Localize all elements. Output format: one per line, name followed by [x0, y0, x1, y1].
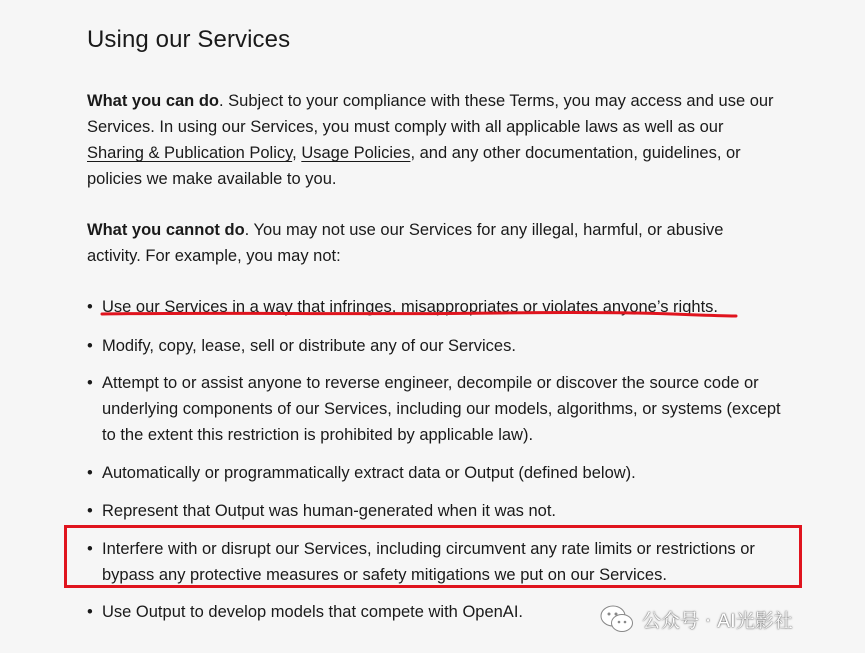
underline-stroke [102, 312, 736, 316]
red-underline-annotation [100, 306, 740, 322]
bullet-marker: • [87, 502, 93, 520]
bullet-marker: • [87, 337, 93, 355]
bullet-marker: • [87, 540, 93, 558]
watermark-text: 公众号 · AI光影社 [642, 609, 793, 632]
what-you-cannot-do-text: . You may not use our Services for any illegal, harmful, or abusive activity. For example, you may not: [87, 221, 724, 265]
bullet-marker: • [87, 603, 93, 621]
list-item-text: Modify, copy, lease, sell or distribute any of our Services. [102, 337, 516, 355]
what-you-cannot-do-paragraph [87, 217, 777, 269]
section-title: Using our Services [87, 26, 291, 53]
list-item-text: Interfere with or disrupt our Services, including circumvent any rate limits or restrictions or bypass any protective measures or safety mitigations we put on our Services. [102, 540, 755, 584]
list-item-text: Attempt to or assist anyone to reverse engineer, decompile or discover the source code or underlying components of our Services, including our models, algorithms, or systems (except to the extent this restriction is prohibited by applicable law). [102, 374, 781, 444]
bullet-marker: • [87, 464, 93, 482]
list-item-text: Use Output to develop models that compete with OpenAI. [102, 603, 523, 621]
red-box-annotation [64, 525, 802, 588]
what-you-can-do-text-end: , and any other documentation, guidelines, or policies we make available to you. [87, 144, 741, 188]
bullet-marker: • [87, 374, 93, 392]
what-you-can-do-text: . Subject to your compliance with these Terms, you may access and use our Services. In using our Services, you must comply with all applicable laws as well as our [87, 92, 774, 136]
wechat-icon [600, 604, 634, 634]
list-item-text: Automatically or programmatically extract data or Output (defined below). [102, 464, 636, 482]
list-item-text: Use our Services in a way that infringes, misappropriates or violates anyone’s rights. [102, 298, 718, 316]
sharing-publication-policy-link[interactable]: Sharing & Publication Policy [87, 144, 293, 162]
list-item-text: Represent that Output was human-generated when it was not. [102, 502, 557, 520]
what-you-cannot-do-heading: What you cannot do [87, 221, 245, 239]
watermark [600, 603, 793, 635]
what-you-can-do-heading: What you can do [87, 92, 219, 110]
what-you-can-do-paragraph [87, 88, 777, 192]
bullet-marker: • [87, 298, 93, 316]
link-separator: , [292, 144, 302, 162]
usage-policies-link[interactable]: Usage Policies [301, 144, 411, 162]
